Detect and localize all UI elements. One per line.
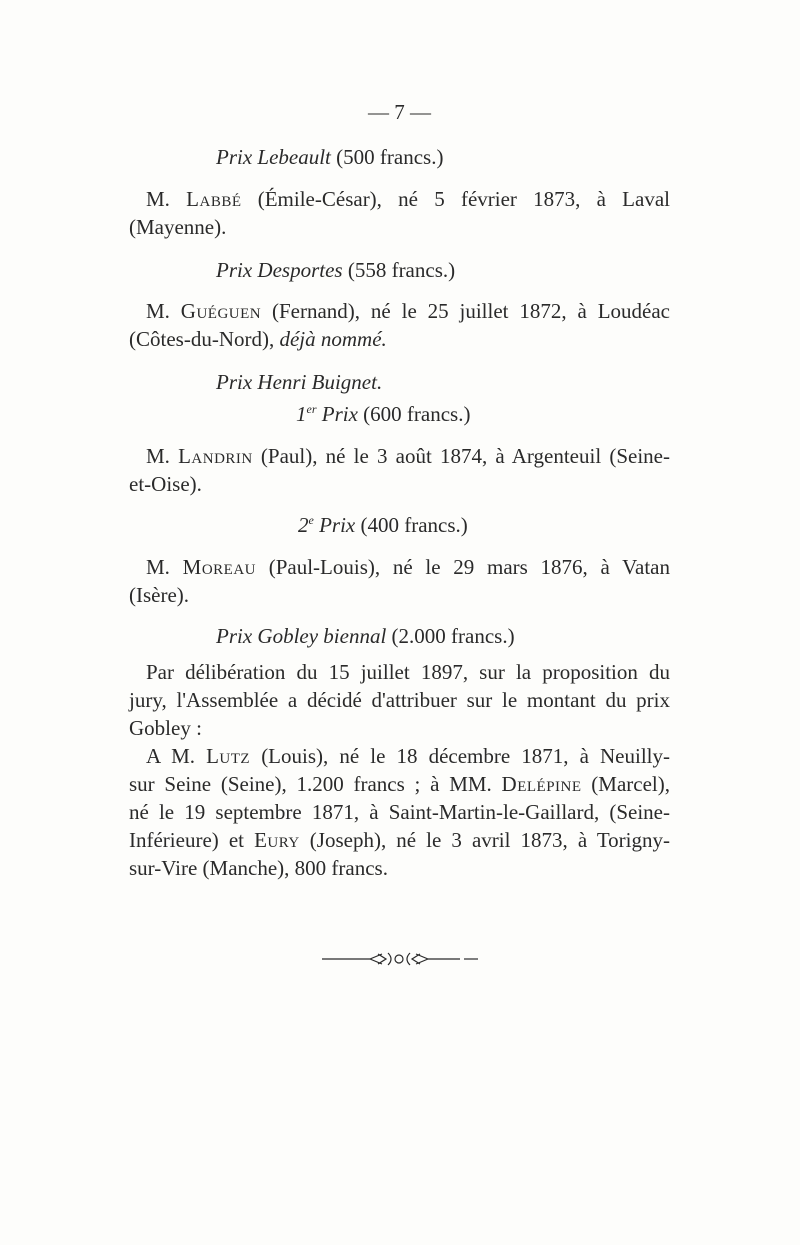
- prize-amount: (400 francs.): [360, 513, 468, 537]
- laureate-line: [146, 442, 670, 470]
- laureate-line-cont: [129, 325, 387, 353]
- laureate-name: Labbé: [186, 187, 242, 211]
- prize-amount: (600 francs.): [363, 402, 471, 426]
- award-prefix: Inférieure) et: [129, 828, 255, 852]
- prize-heading-buignet: [216, 368, 382, 396]
- prize-heading-desportes: [216, 256, 455, 284]
- laureate-details: (Joseph), né le 3 avril 1873, à Torigny-: [299, 828, 671, 852]
- prize-title: Prix Gobley biennal: [216, 624, 387, 648]
- prize-title: Prix Desportes: [216, 258, 343, 282]
- prize-amount: (2.000 francs.): [391, 624, 515, 648]
- laureate-details: (Paul), né le 3 août 1874, à Argenteuil (Seine-: [252, 444, 670, 468]
- prize-title: Prix Henri Buignet.: [216, 370, 383, 394]
- laureate-line-cont: (Mayenne).: [129, 215, 227, 239]
- award-line: [146, 742, 670, 770]
- laureate-name: Delépine: [501, 772, 582, 796]
- paragraph-line: Par délibération du 15 juillet 1897, sur la proposition du: [146, 660, 670, 684]
- ornament-divider-icon: [320, 948, 480, 968]
- laureate-line: [146, 553, 670, 581]
- laureate-line: [146, 185, 670, 213]
- prize-ordinal-sup: e: [308, 513, 314, 527]
- page-number: — 7 —: [368, 100, 431, 124]
- laureate-prefix: M.: [146, 187, 187, 211]
- laureate-prefix: M.: [146, 444, 179, 468]
- award-line: [129, 826, 670, 854]
- laureate-details: (Côtes-du-Nord),: [129, 327, 280, 351]
- laureate-name: Moreau: [182, 555, 256, 579]
- already-named-note: déjà nommé.: [279, 327, 387, 351]
- paragraph-line: Gobley :: [129, 716, 202, 740]
- laureate-name: Landrin: [178, 444, 253, 468]
- prize-label: Prix: [321, 402, 358, 426]
- prize-amount: (558 francs.): [347, 258, 456, 282]
- laureate-details: (Émile-César), né 5 février 1873, à Laval: [241, 187, 670, 211]
- laureate-name: Lutz: [206, 744, 251, 768]
- prize-amount: (500 francs.): [336, 145, 444, 169]
- first-prize-heading: [296, 400, 470, 428]
- second-prize-heading: [298, 511, 468, 539]
- laureate-line: [146, 297, 670, 325]
- laureate-details: (Paul-Louis), né le 29 mars 1876, à Vatan: [256, 555, 670, 579]
- laureate-line-cont: et-Oise).: [129, 472, 202, 496]
- laureate-prefix: M.: [146, 555, 183, 579]
- award-prefix: A M.: [146, 744, 207, 768]
- laureate-prefix: M.: [146, 299, 181, 323]
- laureate-name: Eury: [254, 828, 300, 852]
- laureate-name: Guéguen: [180, 299, 262, 323]
- prize-title: Prix Lebeault: [216, 145, 331, 169]
- award-prefix: sur Seine (Seine), 1.200 francs ; à MM.: [129, 772, 502, 796]
- award-line: sur-Vire (Manche), 800 francs.: [129, 856, 388, 880]
- prize-heading-lebeault: [216, 143, 443, 171]
- prize-ordinal-sup: er: [306, 402, 317, 416]
- award-line: né le 19 septembre 1871, à Saint-Martin-le-Gaillard, (Seine-: [129, 800, 670, 824]
- award-line: [129, 770, 670, 798]
- laureate-line-cont: (Isère).: [129, 583, 190, 607]
- prize-ordinal: 1: [296, 402, 307, 426]
- prize-heading-gobley: [216, 622, 515, 650]
- prize-label: Prix: [319, 513, 356, 537]
- laureate-details: (Marcel),: [581, 772, 670, 796]
- laureate-details: (Fernand), né le 25 juillet 1872, à Loudéac: [261, 299, 670, 323]
- laureate-details: (Louis), né le 18 décembre 1871, à Neuilly-: [250, 744, 670, 768]
- paragraph-line: jury, l'Assemblée a décidé d'attribuer sur le montant du prix: [129, 688, 670, 712]
- prize-ordinal: 2: [298, 513, 309, 537]
